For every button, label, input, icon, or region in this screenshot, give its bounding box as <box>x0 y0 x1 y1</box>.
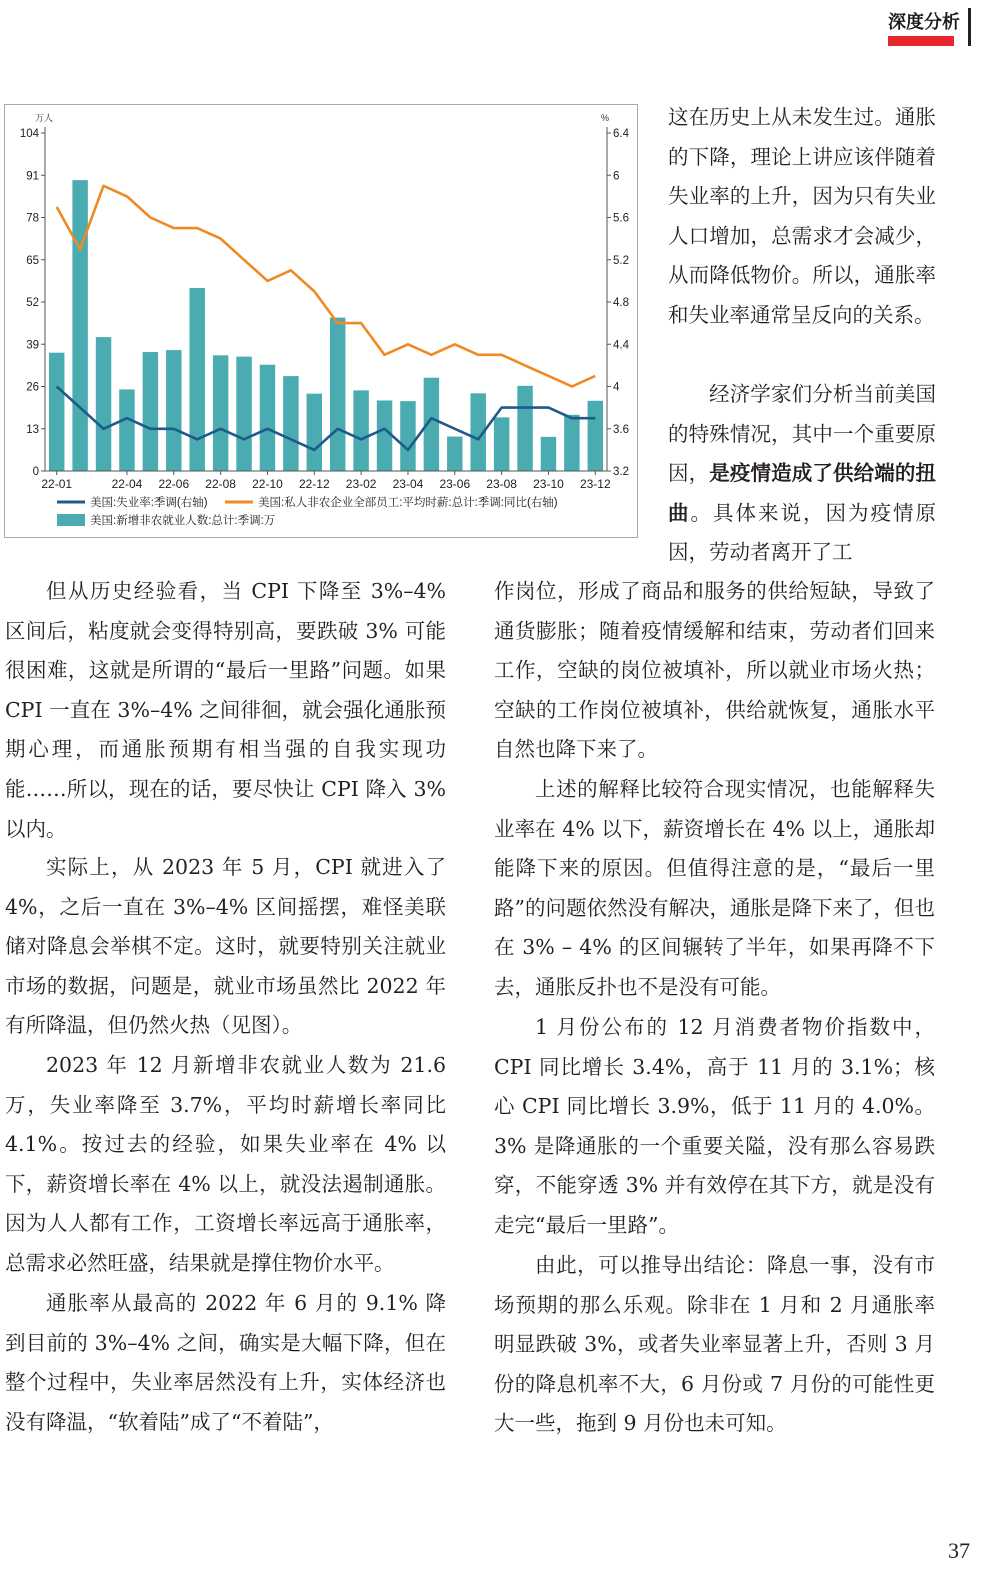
nonfarm-payroll-bar <box>260 365 275 471</box>
x-axis-tick-label: 23-10 <box>533 477 564 491</box>
x-axis-tick-label: 22-04 <box>111 477 143 491</box>
left-axis-tick-label: 78 <box>26 212 39 225</box>
right-paragraph-2-text-b: 。具体来说，因为疫情原因，劳动者离开了工 <box>668 500 936 565</box>
left-axis-tick-label: 13 <box>26 423 39 436</box>
right-axis-tick-label: 4.8 <box>613 297 629 309</box>
section-tag: 深度分析 <box>888 12 960 33</box>
right-paragraph-4: 上述的解释比较符合现实情况，也能解释失业率在 4% 以下，薪资增长在 4% 以上，通胀却能降下来的原因。但值得注意的是，“最后一里路”的问题依然没有解决，通胀是降下来了，但也在 3% – 4% 的区间辗转了半年，如果再降不下去，通胀反扑也不是没有可能。 <box>494 777 935 999</box>
unemployment-rate-line <box>57 387 596 450</box>
left-axis-tick-label: 26 <box>26 381 39 394</box>
left-axis-tick-label: 52 <box>26 297 39 309</box>
right-axis-tick-label: 6.4 <box>613 128 629 140</box>
x-axis-tick-label: 23-08 <box>486 477 517 491</box>
nonfarm-payroll-bar <box>236 357 251 471</box>
x-axis-tick-label: 22-10 <box>252 477 283 491</box>
nonfarm-payroll-bar <box>588 401 603 471</box>
nonfarm-payroll-bar <box>377 400 392 471</box>
right-axis-tick-label: 4 <box>613 381 620 394</box>
nonfarm-payroll-bar <box>213 355 228 471</box>
x-axis-tick-label: 22-01 <box>41 477 73 491</box>
x-axis-tick-label: 22-06 <box>158 477 190 491</box>
section-divider-line <box>968 8 971 46</box>
left-axis-tick-label: 0 <box>32 466 39 478</box>
nonfarm-payroll-bar <box>119 389 134 471</box>
wage-growth-line <box>57 186 596 387</box>
left-axis-tick-label: 91 <box>26 170 39 183</box>
left-paragraph-2: 实际上，从 2023 年 5 月，CPI 就进入了 4%，之后一直在 3%–4% 区间摇摆，难怪美联储对降息会举棋不定。这时，就要特别关注就业市场的数据，问题是，就业市场虽然比 2022 年有所降温，但仍然火热（见图）。 <box>5 855 446 1038</box>
right-paragraph-1: 这在历史上从未发生过。通胀的下降，理论上讲应该伴随着失业率的上升，因为只有失业人口增加，总需求才会减少，从而降低物价。所以，通胀率和失业率通常呈反向的关系。 <box>668 105 936 327</box>
left-paragraph-3: 2023 年 12 月新增非农就业人数为 21.6 万，失业率降至 3.7%，平均时薪增长率同比 4.1%。按过去的经验，如果失业率在 4% 以下，薪资增长率在 4% 以上，就没法遏制通胀。因为人人都有工作，工资增长率远高于通胀率，总需求必然旺盛，结果就是撑住物价水平。 <box>5 1053 446 1275</box>
nonfarm-payroll-bar <box>447 437 462 471</box>
nonfarm-payroll-bar <box>72 180 87 471</box>
nonfarm-payroll-bar <box>400 401 415 471</box>
nonfarm-payroll-bar <box>49 353 64 471</box>
nonfarm-payroll-bar <box>353 390 368 471</box>
right-paragraph-2-emphasis: 是疫情造成了供给端的扭曲 <box>668 461 936 525</box>
right-axis-tick-label: 3.2 <box>613 466 629 478</box>
right-axis-tick-label: 5.6 <box>613 212 629 225</box>
nonfarm-payroll-bar <box>330 318 345 471</box>
legend-swatch-nonfarm-payroll <box>57 514 85 526</box>
right-axis-tick-label: 6 <box>613 170 620 183</box>
right-axis-tick-label: 4.4 <box>613 339 629 352</box>
right-axis-tick-label: 5.2 <box>613 254 629 267</box>
x-axis-tick-label: 23-06 <box>439 477 471 491</box>
right-axis-tick-label: 3.6 <box>613 423 629 436</box>
page-number: 37 <box>948 1538 970 1563</box>
left-axis-tick-label: 65 <box>26 254 39 267</box>
left-axis-unit: 万人 <box>35 113 54 123</box>
nonfarm-payroll-bar <box>96 337 111 471</box>
x-axis-tick-label: 23-02 <box>345 477 377 491</box>
nonfarm-payroll-bar <box>143 352 158 471</box>
nonfarm-payroll-bar <box>166 350 181 471</box>
nonfarm-payroll-bar <box>283 376 298 471</box>
left-axis-tick-label: 39 <box>26 339 39 352</box>
legend-label-unemployment: 美国:失业率:季调(右轴) <box>90 497 208 509</box>
right-paragraph-6: 由此，可以推导出结论：降息一事，没有市场预期的那么乐观。除非在 1 月和 2 月通胀率明显跌破 3%，或者失业率显著上升，否则 3 月份的降息机率不大，6 月份或 7 月份的可能性更大一些，拖到 9 月份也未可知。 <box>494 1253 935 1436</box>
right-axis-unit: % <box>601 113 610 123</box>
left-paragraph-4: 通胀率从最高的 2022 年 6 月的 9.1% 降到目前的 3%–4% 之间，确实是大幅下降，但在整个过程中，失业率居然没有上升，实体经济也没有降温，“软着陆”成了“不着陆”， <box>5 1291 446 1434</box>
section-accent-bar <box>888 36 954 46</box>
employment-chart <box>4 104 638 538</box>
x-axis-tick-label: 22-08 <box>205 477 236 491</box>
nonfarm-payroll-bar <box>517 386 532 471</box>
nonfarm-payroll-bar <box>189 288 204 471</box>
right-paragraph-5: 1 月份公布的 12 月消费者物价指数中，CPI 同比增长 3.4%，高于 11 月的 3.1%；核心 CPI 同比增长 3.9%，低于 11 月的 4.0%。3% 是降通胀的一个重要关隘，没有那么容易跌穿，不能穿透 3% 并有效停在其下方，就是没有走完“最后一里路”。 <box>494 1015 935 1237</box>
nonfarm-payroll-bar <box>307 394 322 471</box>
left-axis-tick-label: 104 <box>19 128 39 140</box>
right-paragraph-2-text-a: 经济学家们分析当前美国的特殊情况，其中一个重要原因， <box>668 382 936 486</box>
nonfarm-payroll-bar <box>564 415 579 471</box>
right-paragraph-3: 作岗位，形成了商品和服务的供给短缺，导致了通货膨胀；随着疫情缓解和结束，劳动者们回来工作，空缺的岗位被填补，所以就业市场火热；空缺的工作岗位被填补，供给就恢复，通胀水平自然也降下来了。 <box>494 579 935 762</box>
legend-label-nonfarm-payroll: 美国:新增非农就业人数:总计:季调:万 <box>90 515 276 527</box>
x-axis-tick-label: 22-12 <box>298 477 330 491</box>
nonfarm-payroll-bar <box>541 437 556 471</box>
chart-canvas <box>5 105 637 537</box>
legend-label-wage-growth: 美国:私人非农企业全部员工:平均时薪:总计:季调:同比(右轴) <box>258 497 558 509</box>
left-paragraph-1: 但从历史经验看，当 CPI 下降至 3%–4% 区间后，粘度就会变得特别高，要跌破 3% 可能很困难，这就是所谓的“最后一里路”问题。如果 CPI 一直在 3%–4% 之间徘徊，就会强化通胀预期心理，而通胀预期有相当强的自我实现功能……所以，现在的话，要尽快让 CPI 降入 3% 以内。 <box>5 579 446 841</box>
right-paragraph-2 <box>668 375 936 573</box>
x-axis-tick-label: 23-04 <box>392 477 424 491</box>
nonfarm-payroll-bar <box>494 417 509 471</box>
x-axis-tick-label: 23-12 <box>579 477 611 491</box>
